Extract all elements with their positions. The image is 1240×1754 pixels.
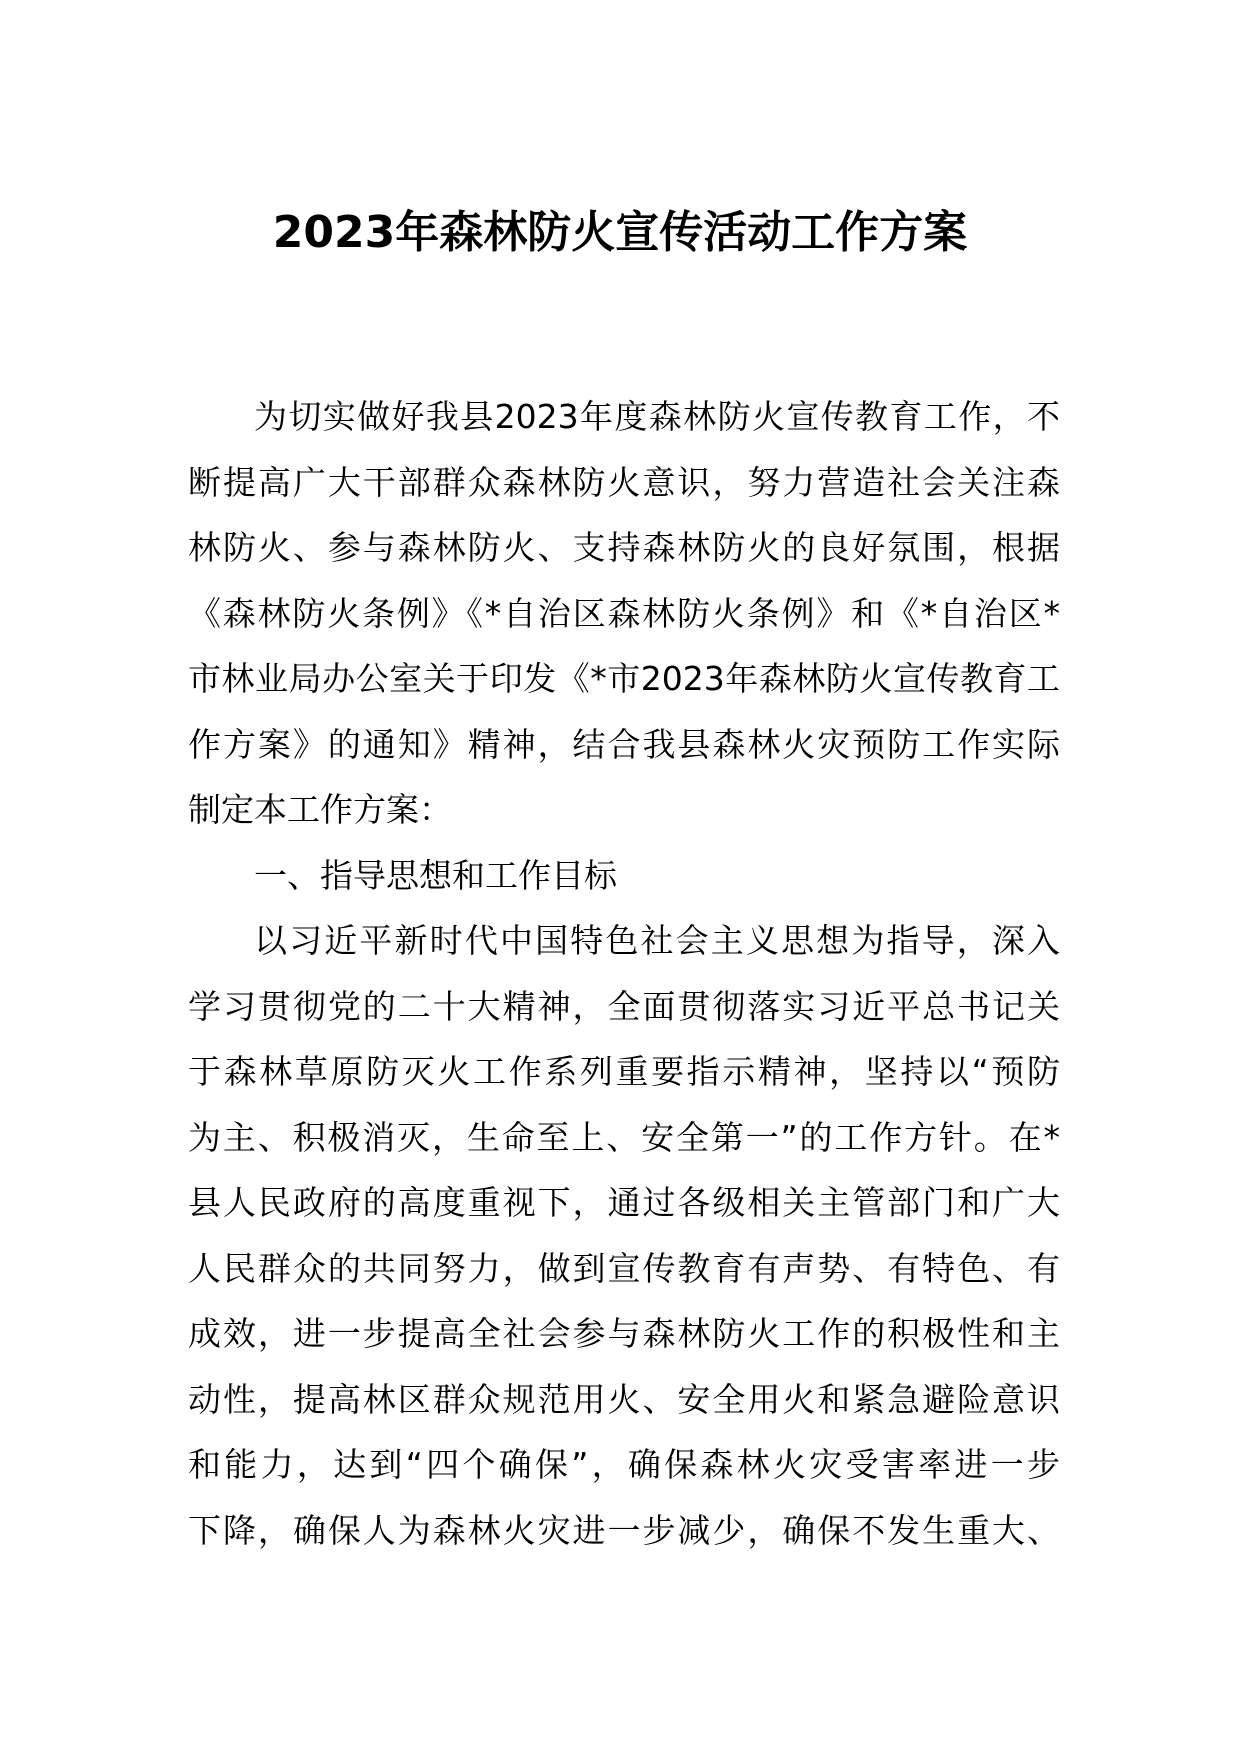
paragraph-2-line-2: 学习贯彻党的二十大精神，全面贯彻落实习近平总书记关 (188, 986, 1060, 1026)
paragraph-1-line-2: 断提高广大干部群众森林防火意识，努力营造社会关注森 (188, 462, 1060, 502)
paragraph-2-line-10: 下降，确保人为森林火灾进一步减少，确保不发生重大、 (188, 1510, 1060, 1550)
paragraph-2-line-7: 成效，进一步提高全社会参与森林防火工作的积极性和主 (188, 1314, 1060, 1353)
document-body (188, 384, 1060, 1563)
paragraph-2-line-3: 于森林草原防灭火工作系列重要指示精神，坚持以“预防 (188, 1052, 1060, 1091)
paragraph-2-line-8: 动性，提高林区群众规范用火、安全用火和紧急避险意识 (188, 1379, 1060, 1419)
paragraph-2-line-6: 人民群众的共同努力，做到宣传教育有声势、有特色、有 (188, 1248, 1060, 1288)
paragraph-1-line-7: 制定本工作方案： (188, 790, 452, 829)
paragraph-1-line-4: 《森林防火条例》《*自治区森林防火条例》和《*自治区* (188, 593, 1060, 633)
paragraph-1-line-6: 作方案》的通知》精神，结合我县森林火灾预防工作实际 (188, 724, 1060, 764)
paragraph-2-line-5: 县人民政府的高度重视下，通过各级相关主管部门和广大 (188, 1183, 1060, 1222)
paragraph-2-line-4: 为主、积极消灭，生命至上、安全第一”的工作方针。在* (188, 1117, 1060, 1157)
paragraph-1-line-1: 为切实做好我县2023年度森林防火宣传教育工作，不 (254, 397, 1060, 436)
paragraph-2-line-9: 和能力，达到“四个确保”，确保森林火灾受害率进一步 (188, 1445, 1060, 1484)
paragraph-1-line-5: 市林业局办公室关于印发《*市2023年森林防火宣传教育工 (188, 659, 1060, 698)
document-title: 2023年森林防火宣传活动工作方案 (272, 207, 968, 258)
paragraph-1-line-3: 林防火、参与森林防火、支持森林防火的良好氛围，根据 (188, 528, 1060, 567)
paragraph-2-line-1: 以习近平新时代中国特色社会主义思想为指导，深入 (254, 921, 1060, 960)
section-heading-1: 一、指导思想和工作目标 (254, 855, 617, 895)
